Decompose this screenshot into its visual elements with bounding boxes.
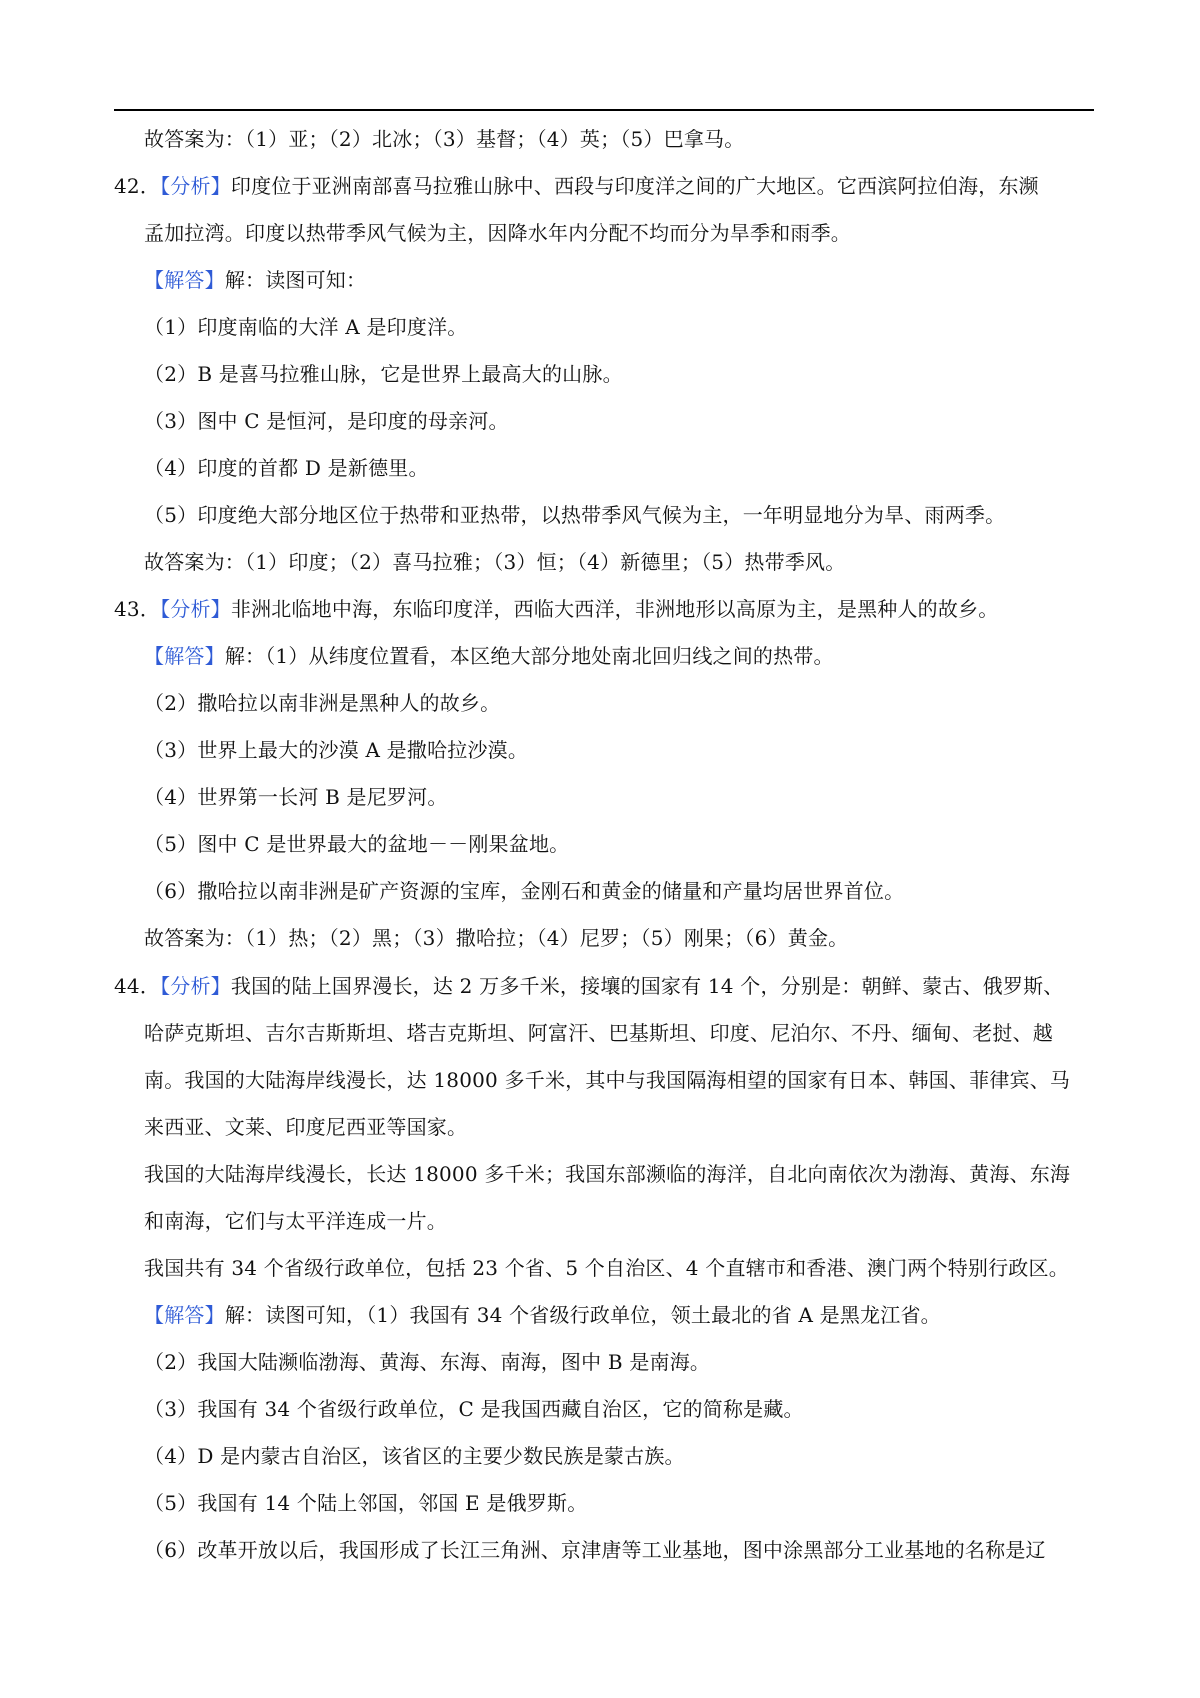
analysis-text: 我国共有 34 个省级行政单位，包括 23 个省、5 个自治区、4 个直辖市和香港、澳门两个特别行政区。 bbox=[144, 1256, 1069, 1280]
solution-line bbox=[144, 264, 366, 296]
answer-line-q42: 故答案为：（1）印度；（2）喜马拉雅；（3）恒；（4）新德里；（5）热带季风。 bbox=[144, 550, 846, 574]
solution-item: （2）B 是喜马拉雅山脉，它是世界上最高大的山脉。 bbox=[144, 362, 623, 386]
solution-text: 解：读图可知，（1）我国有 34 个省级行政单位，领土最北的省 A 是黑龙江省。 bbox=[224, 1303, 941, 1327]
analysis-text: 印度位于亚洲南部喜马拉雅山脉中、西段与印度洋之间的广大地区。它西滨阿拉伯海，东濒 bbox=[230, 174, 1039, 198]
solution-item: （3）我国有 34 个省级行政单位，C 是我国西藏自治区，它的简称是藏。 bbox=[144, 1397, 804, 1421]
question-42-analysis bbox=[114, 170, 1039, 202]
analysis-text: 哈萨克斯坦、吉尔吉斯斯坦、塔吉克斯坦、阿富汗、巴基斯坦、印度、尼泊尔、不丹、缅甸、老挝、越 bbox=[144, 1021, 1053, 1045]
analysis-tag: 【分析】 bbox=[160, 974, 231, 998]
solution-item: （3）图中 C 是恒河，是印度的母亲河。 bbox=[144, 409, 509, 433]
solution-line bbox=[144, 640, 834, 672]
analysis-text: 我国的陆上国界漫长，达 2 万多千米，接壤的国家有 14 个，分别是：朝鲜、蒙古、俄罗斯、 bbox=[230, 974, 1064, 998]
solution-text: 解：读图可知： bbox=[224, 268, 367, 292]
solution-item: （2）我国大陆濒临渤海、黄海、东海、南海，图中 B 是南海。 bbox=[144, 1350, 711, 1374]
header-rule bbox=[114, 109, 1094, 111]
analysis-text: 和南海，它们与太平洋连成一片。 bbox=[144, 1209, 447, 1233]
analysis-text: 南。我国的大陆海岸线漫长，达 18000 多千米，其中与我国隔海相望的国家有日本、韩国、菲律宾、马 bbox=[144, 1068, 1071, 1092]
solution-item: （2）撒哈拉以南非洲是黑种人的故乡。 bbox=[144, 691, 501, 715]
analysis-text: 来西亚、文莱、印度尼西亚等国家。 bbox=[144, 1115, 468, 1139]
solution-tag: 【解答】 bbox=[144, 268, 225, 292]
solution-item: （6）撒哈拉以南非洲是矿产资源的宝库，金刚石和黄金的储量和产量均居世界首位。 bbox=[144, 879, 905, 903]
solution-item: （5）图中 C 是世界最大的盆地－－刚果盆地。 bbox=[144, 832, 570, 856]
answer-line-q43: 故答案为：（1）热；（2）黑；（3）撒哈拉；（4）尼罗；（5）刚果；（6）黄金。 bbox=[144, 926, 849, 950]
analysis-tag: 【分析】 bbox=[160, 174, 231, 198]
solution-line bbox=[144, 1299, 941, 1331]
analysis-text: 非洲北临地中海，东临印度洋，西临大西洋，非洲地形以高原为主，是黑种人的故乡。 bbox=[230, 597, 999, 621]
solution-item: （4）世界第一长河 B 是尼罗河。 bbox=[144, 785, 448, 809]
solution-item: （5）印度绝大部分地区位于热带和亚热带，以热带季风气候为主，一年明显地分为旱、雨两季。 bbox=[144, 503, 1006, 527]
question-number: 42． bbox=[114, 174, 161, 198]
question-number: 43． bbox=[114, 597, 161, 621]
solution-item: （3）世界上最大的沙漠 A 是撒哈拉沙漠。 bbox=[144, 738, 529, 762]
solution-item: （4）D 是内蒙古自治区，该省区的主要少数民族是蒙古族。 bbox=[144, 1444, 685, 1468]
analysis-text: 我国的大陆海岸线漫长，长达 18000 多千米；我国东部濒临的海洋，自北向南依次为渤海、黄海、东海 bbox=[144, 1162, 1071, 1186]
analysis-tag: 【分析】 bbox=[160, 597, 231, 621]
solution-tag: 【解答】 bbox=[144, 644, 225, 668]
answer-line-q41: 故答案为：（1）亚；（2）北冰；（3）基督；（4）英；（5）巴拿马。 bbox=[144, 127, 745, 151]
question-44-analysis bbox=[114, 970, 1063, 1002]
solution-item: （6）改革开放以后，我国形成了长江三角洲、京津唐等工业基地，图中涂黑部分工业基地的名称是辽 bbox=[144, 1538, 1046, 1562]
solution-tag: 【解答】 bbox=[144, 1303, 225, 1327]
solution-item: （1）印度南临的大洋 A 是印度洋。 bbox=[144, 315, 468, 339]
question-43-analysis bbox=[114, 593, 998, 625]
solution-text: 解：（1）从纬度位置看，本区绝大部分地处南北回归线之间的热带。 bbox=[224, 644, 834, 668]
solution-item: （4）印度的首都 D 是新德里。 bbox=[144, 456, 429, 480]
solution-item: （5）我国有 14 个陆上邻国，邻国 E 是俄罗斯。 bbox=[144, 1491, 588, 1515]
analysis-text: 孟加拉湾。印度以热带季风气候为主，因降水年内分配不均而分为旱季和雨季。 bbox=[144, 221, 851, 245]
question-number: 44． bbox=[114, 974, 161, 998]
